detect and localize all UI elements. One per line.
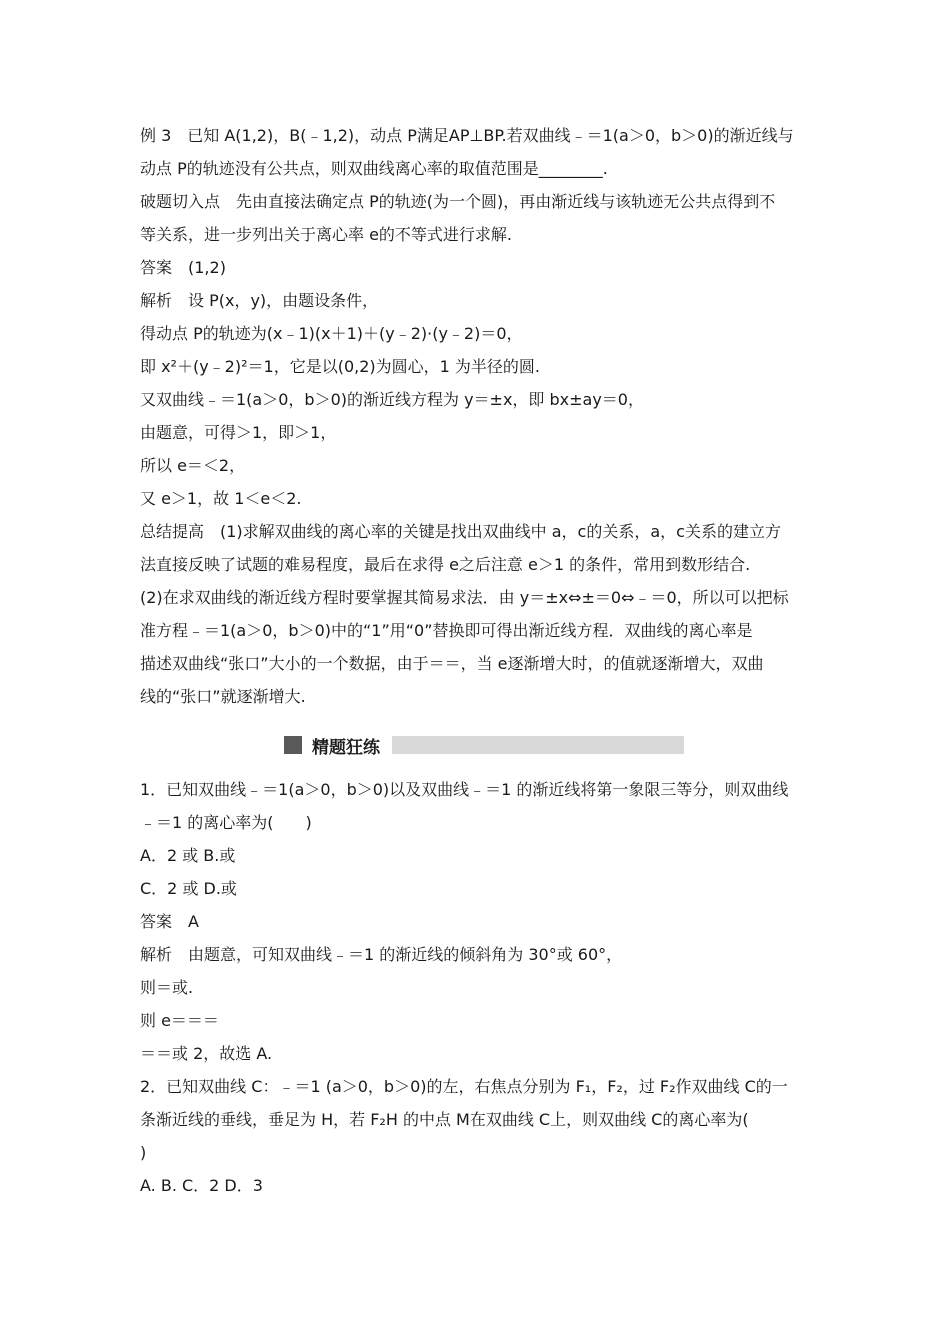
text-line: 破题切入点 先由直接法确定点 P的轨迹(为一个圆)，再由渐近线与该轨迹无公共点得到不	[140, 192, 776, 211]
text-line: 例 3 已知 A(1,2)，B(﹣1,2)，动点 P满足AP⊥BP.若双曲线﹣＝1(a＞0，b＞0)的渐近线与	[140, 126, 794, 145]
text-line: C．2 或 D.或	[140, 879, 237, 898]
text-line: 动点 P的轨迹没有公共点，则双曲线离心率的取值范围是________.	[140, 159, 608, 178]
text-line: 线的“张口”就逐渐增大.	[140, 687, 306, 706]
section-title: 精题狂练	[312, 737, 380, 758]
text-line: 解析 由题意，可知双曲线﹣＝1 的渐近线的倾斜角为 30°或 60°，	[140, 945, 623, 964]
text-line: 1．已知双曲线﹣＝1(a＞0，b＞0)以及双曲线﹣＝1 的渐近线将第一象限三等分，则双曲线	[140, 780, 789, 799]
text-line: 则 e＝＝＝	[140, 1011, 219, 1030]
text-line: 法直接反映了试题的难易程度，最后在求得 e之后注意 e＞1 的条件，常用到数形结合.	[140, 555, 751, 574]
text-line: A. B. C．2 D．3	[140, 1176, 263, 1195]
text-line: (2)在求双曲线的渐近线方程时要掌握其简易求法．由 y＝±x⇔±＝0⇔﹣＝0，所以可以把标	[140, 588, 789, 607]
text-line: 2．已知双曲线 C：﹣＝1 (a＞0，b＞0)的左，右焦点分别为 F₁，F₂，过 F₂作双曲线 C的一	[140, 1077, 788, 1096]
section-divider	[392, 736, 684, 754]
text-line: 等关系，进一步列出关于离心率 e的不等式进行求解.	[140, 225, 513, 244]
text-line: 准方程﹣＝1(a＞0，b＞0)中的“1”用“0”替换即可得出渐近线方程．双曲线的离心率是	[140, 621, 753, 640]
text-line: 条渐近线的垂线，垂足为 H，若 F₂H 的中点 M在双曲线 C上，则双曲线 C的离心率为(	[140, 1110, 749, 1129]
text-line: ＝＝或 2，故选 A.	[140, 1044, 273, 1063]
text-line: 得动点 P的轨迹为(x﹣1)(x＋1)＋(y﹣2)·(y﹣2)＝0，	[140, 324, 523, 343]
text-line: 答案 (1,2)	[140, 258, 226, 277]
text-line: 解析 设 P(x，y)，由题设条件，	[140, 291, 379, 310]
text-line: A．2 或 B.或	[140, 846, 236, 865]
text-line: 即 x²＋(y﹣2)²＝1，它是以(0,2)为圆心，1 为半径的圆.	[140, 357, 540, 376]
text-line: 答案 A	[140, 912, 199, 931]
text-line: 由题意，可得＞1，即＞1，	[140, 423, 337, 442]
text-line: 描述双曲线“张口”大小的一个数据，由于＝＝，当 e逐渐增大时，的值就逐渐增大，双曲	[140, 654, 764, 673]
filled-square-icon	[284, 736, 302, 754]
text-line: 则＝或.	[140, 978, 194, 997]
text-line: 总结提高 (1)求解双曲线的离心率的关键是找出双曲线中 a，c的关系，a，c关系的建立方	[140, 522, 781, 541]
text-line: 所以 e＝＜2，	[140, 456, 246, 475]
section-header	[284, 734, 684, 756]
text-line: ﹣＝1 的离心率为( )	[140, 813, 312, 832]
text-line: 又双曲线﹣＝1(a＞0，b＞0)的渐近线方程为 y＝±x，即 bx±ay＝0，	[140, 390, 644, 409]
text-line: 又 e＞1，故 1＜e＜2.	[140, 489, 302, 508]
text-line: )	[140, 1143, 147, 1162]
